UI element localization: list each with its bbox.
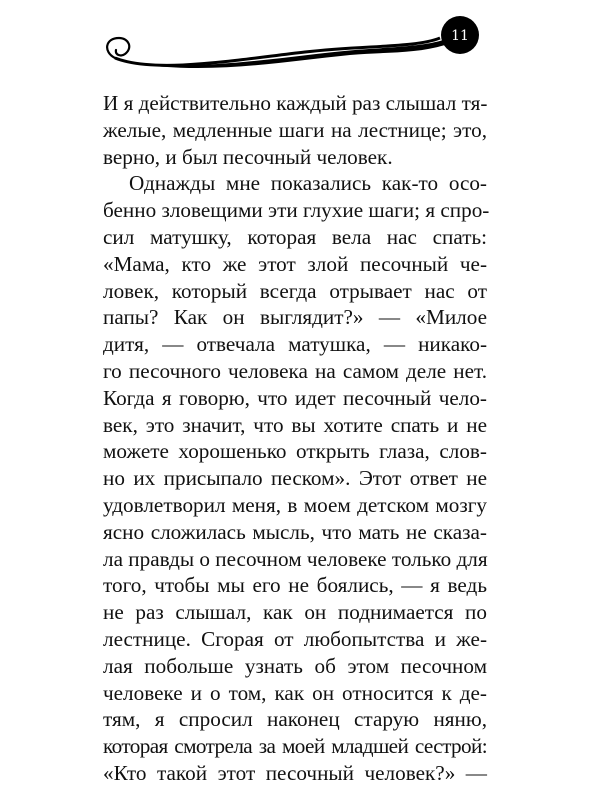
text-line: И я действительно каждый раз слышал тя- [103,91,488,115]
body-text [103,90,490,787]
text-line: человеке и о том, как он относится к де- [103,680,487,705]
text-line: папы? Как он выглядит?» — «Милое [103,305,487,330]
text-line: Однажды мне показались как-то осо- [129,171,487,196]
text-line: го песочного человека на самом деле нет. [103,358,487,383]
text-line: бенно зловещими эти глухие шаги; я спро- [103,198,490,223]
page-number: 11 [451,28,469,44]
page-header [95,12,495,82]
decorative-flourish-icon [95,12,495,82]
text-line: лая побольше узнать об этом песочном [103,653,487,678]
text-line: сил матушку, которая вела нас спать: [103,224,487,249]
text-line: но их присыпало песком». Этот ответ не [103,466,487,491]
text-line: желые, медленные шаги на лестнице; это, [103,117,487,142]
text-line: дитя, — отвечала матушка, — никако- [103,332,487,357]
text-line: ясно сложилась мысль, что мать не сказа- [103,519,487,544]
text-line: тям, я спросил наконец старую няню, [103,707,487,732]
text-line: удовлетворил меня, в моем детском мозгу [103,492,487,517]
text-line: «Кто такой этот песочный человек?» — [103,760,487,785]
text-line: которая смотрела за моей младшей сестрой: [103,734,487,759]
text-line: можете хорошенько открыть глаза, слов- [103,439,487,464]
text-line: век, это значит, что вы хотите спать и не [103,412,487,437]
text-line: не раз слышал, как он поднимается по [103,600,487,625]
text-line: лестнице. Сгорая от любопытства и же- [103,626,487,651]
text-line: ловек, который всегда отрывает нас от [103,278,487,303]
text-line: «Мама, кто же этот злой песочный че- [103,251,487,276]
text-line: Когда я говорю, что идет песочный чело- [103,385,487,410]
text-line: ла правды о песочном человеке только для [103,546,488,571]
text-line: верно, и был песочный человек. [103,144,393,169]
text-line: того, чтобы мы его не боялись, — я ведь [103,573,487,598]
